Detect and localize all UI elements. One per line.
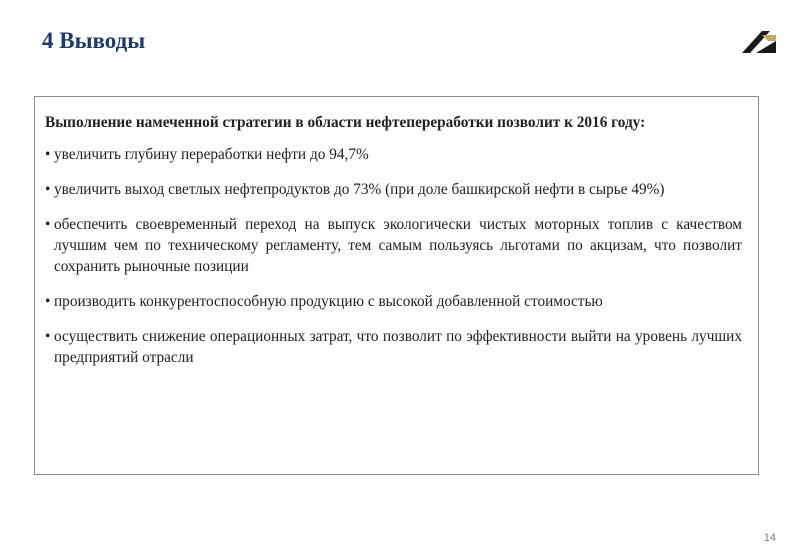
- bullet-icon: •: [45, 293, 51, 310]
- list-item: [45, 326, 742, 368]
- list-item-text: увеличить выход светлых нефтепродуктов до 73% (при доле башкирской нефти в сырье 49%): [54, 181, 665, 198]
- list-item-text: увеличить глубину переработки нефти до 94,7%: [54, 146, 369, 163]
- list-item-text: производить конкурентоспособную продукцию с высокой добавленной стоимостью: [54, 293, 603, 310]
- conclusions-list: [45, 144, 742, 368]
- list-item: [45, 291, 742, 312]
- bullet-icon: •: [45, 181, 51, 198]
- list-item: [45, 144, 742, 165]
- company-logo-icon: [742, 31, 776, 53]
- conclusions-box: [34, 96, 759, 475]
- intro-text: Выполнение намеченной стратегии в области нефтепереработки позволит к 2016 году:: [45, 114, 646, 131]
- list-item: [45, 214, 742, 277]
- list-item-text: осуществить снижение операционных затрат, что позволит по эффективности выйти на уровень лучших предприятий отрасли: [54, 328, 742, 366]
- list-item: [45, 179, 742, 200]
- slide-title: 4 Выводы: [42, 28, 146, 53]
- bullet-icon: •: [45, 146, 51, 163]
- bullet-icon: •: [45, 216, 51, 233]
- page-number: 14: [763, 532, 776, 544]
- bullet-icon: •: [45, 328, 51, 345]
- list-item-text: обеспечить своевременный переход на выпуск экологически чистых моторных топлив с качеством лучшим чем по техническому регламенту, тем самым пользуясь льготами по акцизам, что позволит сохранить рыночные позиции: [54, 216, 742, 275]
